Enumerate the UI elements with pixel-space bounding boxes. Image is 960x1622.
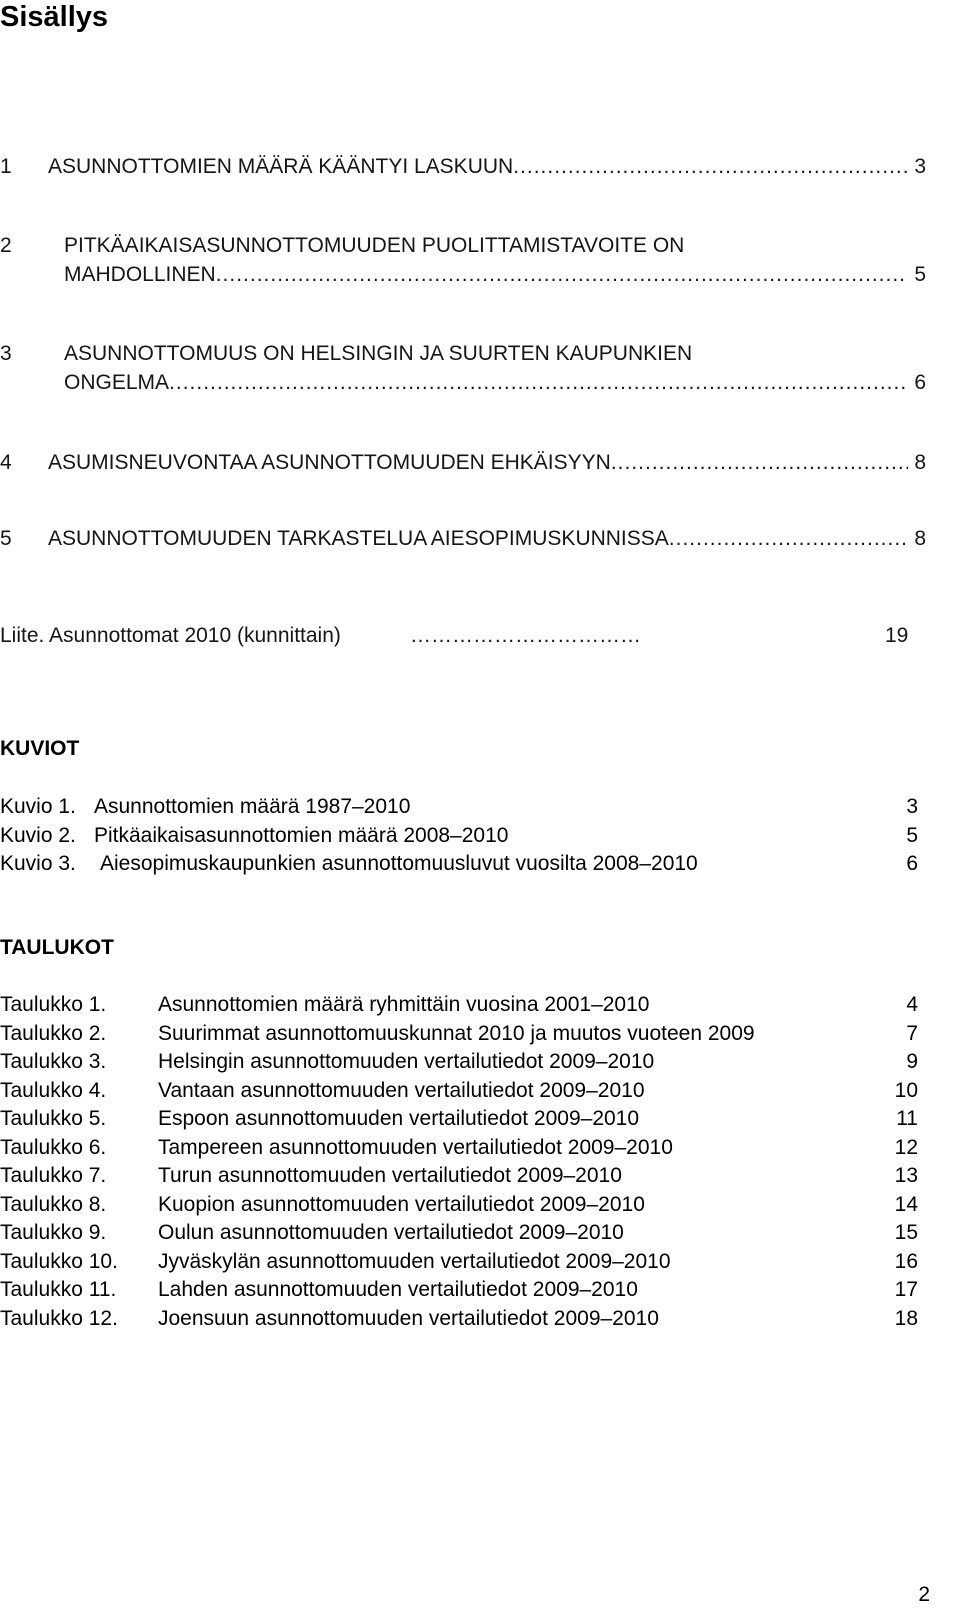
toc-page: 3 <box>914 155 926 178</box>
table-item[interactable] <box>0 1105 918 1133</box>
toc-text: ASUMISNEUVONTAA ASUNNOTTOMUUDEN EHKÄISYYN <box>48 451 611 474</box>
table-title: Asunnottomien määrä ryhmittäin vuosina 2001–2010 <box>158 993 650 1016</box>
dot-leader <box>611 450 908 476</box>
dot-leader <box>669 526 909 552</box>
table-page: 10 <box>894 1078 918 1102</box>
toc-page: 8 <box>914 527 926 550</box>
table-item[interactable] <box>0 1134 918 1162</box>
figure-label: Kuvio 3. <box>0 852 76 875</box>
figure-item[interactable] <box>0 793 918 821</box>
toc-number: 1 <box>0 155 12 178</box>
table-title: Suurimmat asunnottomuuskunnat 2010 ja muutos vuoteen 2009 <box>158 1021 755 1045</box>
figure-label: Kuvio 1. <box>0 795 76 818</box>
table-title: Helsingin asunnottomuuden vertailutiedot 2009–2010 <box>158 1050 655 1073</box>
table-page: 18 <box>894 1306 918 1330</box>
tables-list <box>0 991 918 1336</box>
table-page: 4 <box>906 993 918 1016</box>
dot-leader <box>169 370 908 396</box>
table-label: Taulukko 2. <box>0 1021 107 1045</box>
appendix-page: 19 <box>885 624 909 647</box>
table-label: Taulukko 9. <box>0 1221 107 1244</box>
table-page: 11 <box>896 1107 918 1130</box>
figure-page: 6 <box>906 852 918 875</box>
table-item[interactable] <box>0 1162 918 1190</box>
toc-entry-5[interactable] <box>0 526 926 556</box>
figure-title: Asunnottomien määrä 1987–2010 <box>94 795 411 818</box>
table-label: Taulukko 8. <box>0 1192 107 1216</box>
table-title: Oulun asunnottomuuden vertailutiedot 2009–2010 <box>158 1221 624 1244</box>
toc-text: ASUNNOTTOMIEN MÄÄRÄ KÄÄNTYI LASKUUN <box>48 155 514 178</box>
dot-leader <box>216 262 909 288</box>
table-item[interactable] <box>0 1048 918 1076</box>
toc-entry-4[interactable] <box>0 450 926 480</box>
table-page: 15 <box>894 1221 918 1244</box>
table-page: 9 <box>906 1050 918 1073</box>
table-label: Taulukko 3. <box>0 1050 107 1073</box>
toc-entry-3[interactable] <box>0 341 926 401</box>
figure-title: Pitkäaikaisasunnottomien määrä 2008–2010 <box>94 823 509 847</box>
figure-page: 5 <box>906 823 918 847</box>
table-item[interactable] <box>0 1305 918 1333</box>
table-page: 13 <box>894 1164 918 1187</box>
toc-page: 5 <box>914 263 926 286</box>
table-label: Taulukko 6. <box>0 1135 107 1159</box>
tables-heading: TAULUKOT <box>0 936 114 959</box>
figure-title: Aiesopimuskaupunkien asunnottomuusluvut vuosilta 2008–2010 <box>100 852 698 875</box>
table-label: Taulukko 10. <box>0 1249 118 1273</box>
table-page: 16 <box>894 1249 918 1273</box>
toc-page: 8 <box>914 451 926 474</box>
toc-number: 2 <box>0 234 12 257</box>
appendix-leader: …………………………… <box>410 624 641 647</box>
toc-text-line-1: PITKÄAIKAISASUNNOTTOMUUDEN PUOLITTAMISTAVOITE ON <box>64 234 685 257</box>
table-label: Taulukko 12. <box>0 1306 118 1330</box>
table-label: Taulukko 11. <box>0 1278 117 1301</box>
figure-label: Kuvio 2. <box>0 823 76 847</box>
table-item[interactable] <box>0 1219 918 1247</box>
figure-item[interactable] <box>0 850 918 878</box>
toc-entry-1[interactable] <box>0 154 926 184</box>
appendix-text: Liite. Asunnottomat 2010 (kunnittain) <box>0 624 341 647</box>
toc-appendix[interactable] <box>0 623 926 653</box>
toc-number: 3 <box>0 342 12 365</box>
toc-text-line-1: ASUNNOTTOMUUS ON HELSINGIN JA SUURTEN KAUPUNKIEN <box>64 342 693 365</box>
toc-entry-2[interactable] <box>0 233 926 293</box>
table-title: Turun asunnottomuuden vertailutiedot 2009–2010 <box>158 1164 622 1187</box>
toc-number: 4 <box>0 451 12 474</box>
table-label: Taulukko 7. <box>0 1164 107 1187</box>
table-title: Joensuun asunnottomuuden vertailutiedot 2009–2010 <box>158 1306 659 1330</box>
table-title: Vantaan asunnottomuuden vertailutiedot 2009–2010 <box>158 1078 645 1102</box>
table-page: 17 <box>894 1278 918 1301</box>
table-item[interactable] <box>0 1276 918 1304</box>
table-label: Taulukko 1. <box>0 993 107 1016</box>
table-item[interactable] <box>0 1191 918 1219</box>
toc-text-line-2: MAHDOLLINEN <box>64 263 216 286</box>
page-number: 2 <box>918 1583 930 1606</box>
figures-list <box>0 793 918 883</box>
table-label: Taulukko 4. <box>0 1078 107 1102</box>
toc-text-line-2: ONGELMA <box>64 371 170 394</box>
figures-heading: KUVIOT <box>0 737 80 760</box>
page-title: Sisällys <box>0 1 109 33</box>
toc-text: ASUNNOTTOMUUDEN TARKASTELUA AIESOPIMUSKUNNISSA <box>48 527 669 550</box>
table-item[interactable] <box>0 991 918 1019</box>
table-title: Kuopion asunnottomuuden vertailutiedot 2009–2010 <box>158 1192 645 1216</box>
table-item[interactable] <box>0 1020 918 1048</box>
toc-number: 5 <box>0 527 12 550</box>
toc-page: 6 <box>914 371 926 394</box>
figure-item[interactable] <box>0 822 918 850</box>
table-item[interactable] <box>0 1077 918 1105</box>
figure-page: 3 <box>906 795 918 818</box>
table-page: 7 <box>906 1021 918 1045</box>
table-page: 14 <box>894 1192 918 1216</box>
table-title: Espoon asunnottomuuden vertailutiedot 2009–2010 <box>158 1107 640 1130</box>
table-page: 12 <box>894 1135 918 1159</box>
table-item[interactable] <box>0 1248 918 1276</box>
table-title: Lahden asunnottomuuden vertailutiedot 2009–2010 <box>158 1278 638 1301</box>
table-label: Taulukko 5. <box>0 1107 107 1130</box>
table-title: Jyväskylän asunnottomuuden vertailutiedot 2009–2010 <box>158 1249 671 1273</box>
dot-leader <box>513 154 908 180</box>
table-title: Tampereen asunnottomuuden vertailutiedot 2009–2010 <box>158 1135 673 1159</box>
